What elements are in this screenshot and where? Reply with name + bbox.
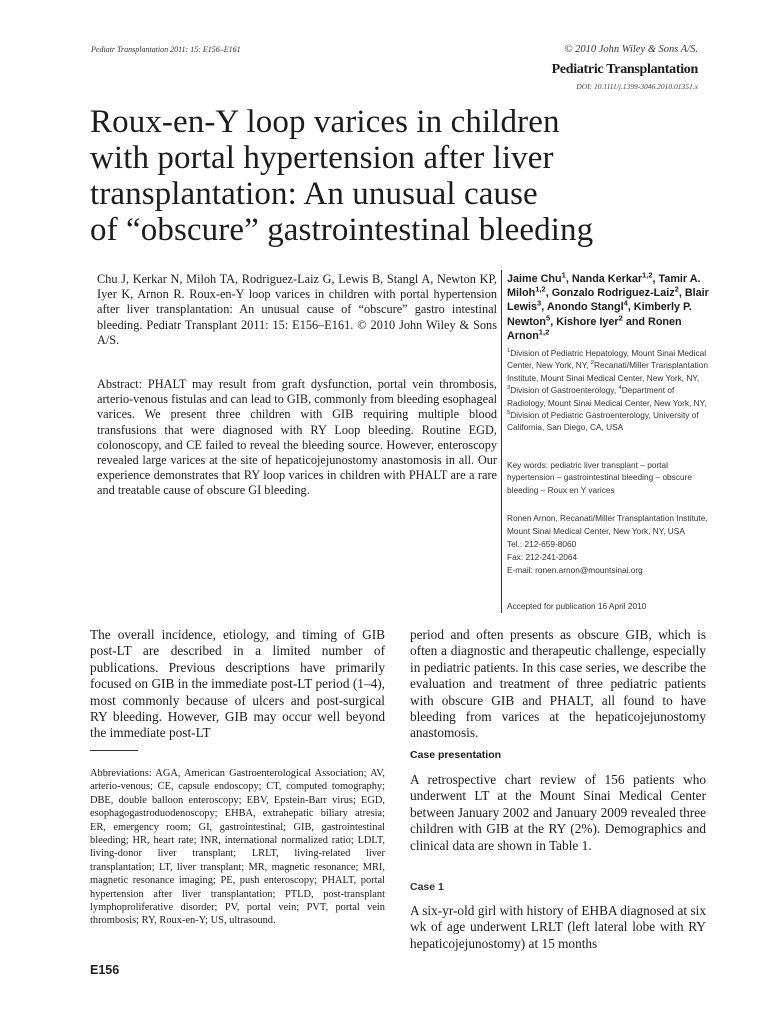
author: Blair Lewis$^3$, <box>507 287 709 314</box>
column-divider <box>501 270 502 613</box>
author: Gonzalo Rodriguez-Laiz$^2$, <box>551 284 685 300</box>
contact-tel: Tel.: 212-659-8060 <box>507 539 577 549</box>
keywords: Key words: pediatric liver transplant – portal hypertension – gastrointestinal bleeding – obscure bleeding – Roux en Y varices <box>507 460 692 495</box>
title-line-3: transplantation: An unusual cause <box>90 176 538 212</box>
section-heading: Case presentation <box>410 749 502 761</box>
affiliation: $^5$Division of Pediatric Gastroenterology, University of California, San Diego, CA, USA <box>507 410 699 433</box>
footnote-rule <box>90 750 138 751</box>
title-line-1: Roux-en-Y loop varices in children <box>90 104 560 140</box>
abbreviations-footnote: Abbreviations: AGA, American Gastroenterological Association; AV, arterio-venous; CE, capsule endoscopy; CT, computed tomography; DBE, double balloon enteroscopy; EBV, Epstein-Barr virus; EGD, esophagogastroduodenoscopy; EHBA, extrahepatic biliary atresia; ER, emergency room; GI, gastrointestinal; GIB, gastrointestinal bleeding; HR, heart rate; INR, international normalized ratio; LDLT, living-donor liver transplant; LRLT, living-related liver transplantation; LT, liver transplant; MR, magnetic resonance; MRI, magnetic resonance imaging; PE, push enteroscopy; PHALT, portal hypertension after liver transplantation; PTLD, post-transplant lymphoproliferative disorder; PV, portal vein; PVT, portal vein thrombosis; RY, Roux-en-Y; US, ultrasound. <box>90 768 385 927</box>
affiliation: $^3$Division of Gastroenterology, <box>507 385 619 396</box>
page-number: E156 <box>90 963 120 977</box>
affiliation: $^2$Recanati/Miller Transplantation Institute, Mount Sinai Medical Center, New York, NY, <box>507 360 708 383</box>
citation-block: Chu J, Kerkar N, Miloh TA, Rodriguez-Laiz G, Lewis B, Stangl A, Newton KP, Iyer K, Arnon R. Roux-en-Y loop varices in children with portal hypertension after liver transplantation: An unusual cause of “obscure” gastro intestinal bleeding. Pediatr Transplant 2011: 15: E156–E161. © 2010 John Wiley & Sons A/S. <box>97 272 497 347</box>
contact-address: Ronen Arnon, Recanati/Miller Transplantation Institute, Mount Sinai Medical Center, New York, NY, USA <box>507 513 708 536</box>
affiliation: $^1$Division of Pediatric Hepatology, Mount Sinai Medical Center, New York, NY, <box>507 348 707 371</box>
journal-name: Pediatric Transplantation <box>551 62 698 77</box>
running-header-citation: Pediatr Transplantation 2011: 15: E156–E161 <box>91 45 241 54</box>
author-list <box>507 272 712 343</box>
abstract: Abstract: PHALT may result from graft dysfunction, portal vein thrombosis, arterio-venous fistulas and can lead to GIB, commonly from bleeding esophageal varices. We present three children with GIB requiring multiple blood transfusions that were diagnosed with RY Loop bleeding. Routine EGD, colonoscopy, and CE failed to reveal the bleeding source. However, enteroscopy revealed large varices at the site of hepaticojejunostomy anastomosis in all. Our experience demonstrates that RY loop varices in children with PHALT are a rare and treatable cause of obscure GI bleeding. <box>97 377 497 498</box>
author: Jaime Chu$^1$, <box>507 270 572 285</box>
author: Nanda Kerkar$^{1,2}$, <box>571 270 659 285</box>
title-line-2: with portal hypertension after liver <box>90 140 554 176</box>
author: Kishore Iyer$^2$ <box>556 313 623 328</box>
author: Kimberly P. Newton$^5$, <box>507 301 692 328</box>
contact-email: E-mail: ronen.arnon@mountsinai.org <box>507 565 643 575</box>
corresponding-author <box>507 512 712 577</box>
body-paragraph-case-presentation: A retrospective chart review of 156 patients who underwent LT at the Mount Sinai Medical Center between January 2002 and January 2009 revealed three children with GIB at the RY (2%). Demographics and clinical data are shown in Table 1. <box>410 772 706 853</box>
subsection-heading: Case 1 <box>410 881 444 893</box>
author: Tamir A. Miloh$^{1,2}$, <box>507 273 701 300</box>
author: Anondo Stangl$^4$, <box>546 298 634 314</box>
body-paragraph-case-1: A six-yr-old girl with history of EHBA diagnosed at six wk of age underwent LRLT (left lateral lobe with RY hepaticojejunostomy) at 15 months <box>410 903 706 951</box>
affiliations <box>507 347 712 434</box>
title-line-4: of “obscure” gastrointestinal bleeding <box>90 212 594 248</box>
author: and Ronen Arnon$^{1,2}$ <box>507 315 682 342</box>
contact-fax: Fax: 212-241-2064 <box>507 552 578 562</box>
acceptance-date: Accepted for publication 16 April 2010 <box>507 601 647 611</box>
doi-text: DOI: 10.1111/j.1399-3046.2010.01351.x <box>576 82 698 91</box>
affiliation: $^4$Department of Radiology, Mount Sinai Medical Center, New York, NY, <box>507 385 707 408</box>
body-paragraph-intro: The overall incidence, etiology, and timing of GIB post-LT are described in a limited number of publications. Previous descriptions have primarily focused on GIB in the immediate post-LT period (1–4), most commonly because of ulcers and post-surgical RY bleeding. However, GIB may occur well beyond the immediate post-LT <box>90 627 385 741</box>
body-paragraph-continued: period and often presents as obscure GIB, which is often a diagnostic and therapeutic challenge, especially in pediatric patients. In this case series, we describe the evaluation and treatment of three pediatric patients with obscure GIB and PHALT, all found to have bleeding from varices at the hepaticojejunostomy anastomosis. <box>410 627 706 741</box>
copyright-notice: © 2010 John Wiley & Sons A/S. <box>564 44 698 55</box>
article-title <box>90 104 700 248</box>
